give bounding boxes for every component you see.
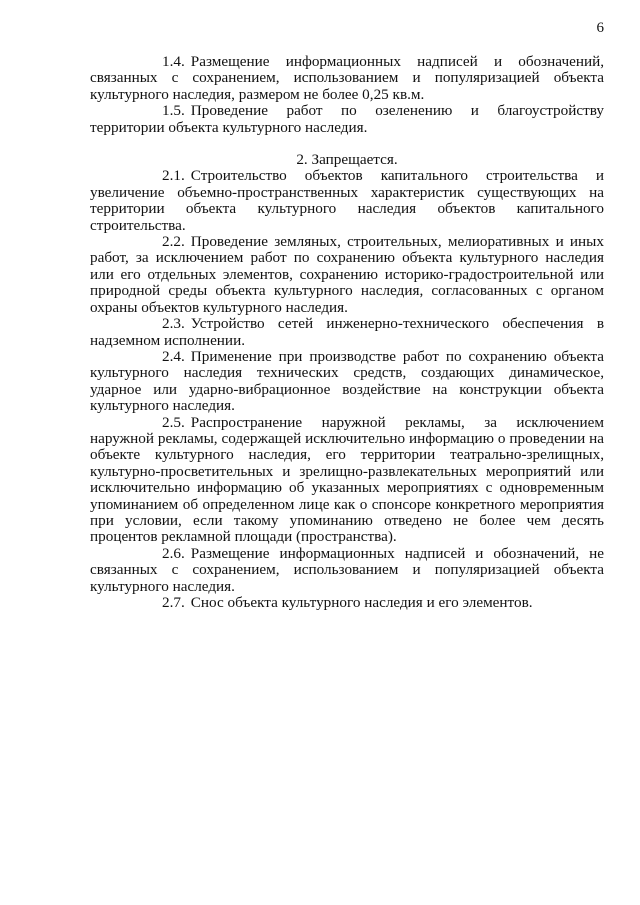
- item-text: Размещение информационных надписей и обозначений, связанных с сохранением, использованием и популяризацией объекта культурного наследия, размером не более 0,25 кв.м.: [90, 53, 604, 103]
- page-number: 6: [596, 20, 604, 36]
- item-number: 2.1.: [162, 167, 185, 185]
- item-text: Проведение работ по озеленению и благоустройству территории объекта культурного наследия.: [90, 102, 604, 136]
- list-item-2-4: [90, 349, 604, 415]
- list-item-2-2: [90, 234, 604, 316]
- item-number: 2.6.: [162, 544, 185, 562]
- list-item-2-7: [90, 595, 604, 611]
- list-item-2-3: [90, 316, 604, 349]
- list-item-2-1: [90, 168, 604, 234]
- item-number: 1.5.: [162, 102, 185, 120]
- item-number: 2.7.: [162, 594, 185, 611]
- item-text: Проведение земляных, строительных, мелиоративных и иных работ, за исключением работ по сохранению объекта культурного наследия или его отдельных элементов, сохранению историко-градостроительной или природной среды объекта культурного наследия, согласованных с органом охраны объектов культурного наследия.: [90, 233, 604, 316]
- item-text: Снос объекта культурного наследия и его элементов.: [190, 594, 533, 611]
- list-item-1-4: [90, 54, 604, 103]
- item-number: 2.2.: [162, 233, 185, 251]
- item-number: 2.4.: [162, 347, 185, 365]
- section-heading-prohibited: 2. Запрещается.: [296, 151, 398, 169]
- item-text: Строительство объектов капитального строительства и увеличение объемно-пространственных характеристик существующих на территории объекта культурного наследия объектов капитального строительства.: [90, 167, 604, 234]
- item-number: 2.3.: [162, 315, 185, 333]
- list-item-2-6: [90, 546, 604, 595]
- item-text: Распространение наружной рекламы, за исключением наружной рекламы, содержащей исключительно информацию о проведении на объекте культурного наследия, его территории театрально-зрелищных, культурно-просветительных и зрелищно-развлекательных мероприятий или исключительно информацию об указанных мероприятиях с одновременным упоминанием об определенном лице как о спонсоре конкретного мероприятия при условии, если такому упоминанию отведено не более чем десять процентов рекламной площади (пространства).: [90, 413, 604, 546]
- document-body: [90, 54, 604, 611]
- item-text: Размещение информационных надписей и обозначений, не связанных с сохранением, использованием и популяризацией объекта культурного наследия.: [90, 544, 604, 595]
- list-item-2-5: [90, 415, 604, 546]
- item-number: 2.5.: [162, 413, 185, 431]
- list-item-1-5: [90, 103, 604, 136]
- item-text: Применение при производстве работ по сохранению объекта культурного наследия технических средств, создающих динамическое, ударное или ударно-вибрационное воздействие на конструкции объекта культурного наследия.: [90, 347, 604, 415]
- item-number: 1.4.: [162, 53, 185, 70]
- item-text: Устройство сетей инженерно-технического обеспечения в надземном исполнении.: [90, 315, 604, 349]
